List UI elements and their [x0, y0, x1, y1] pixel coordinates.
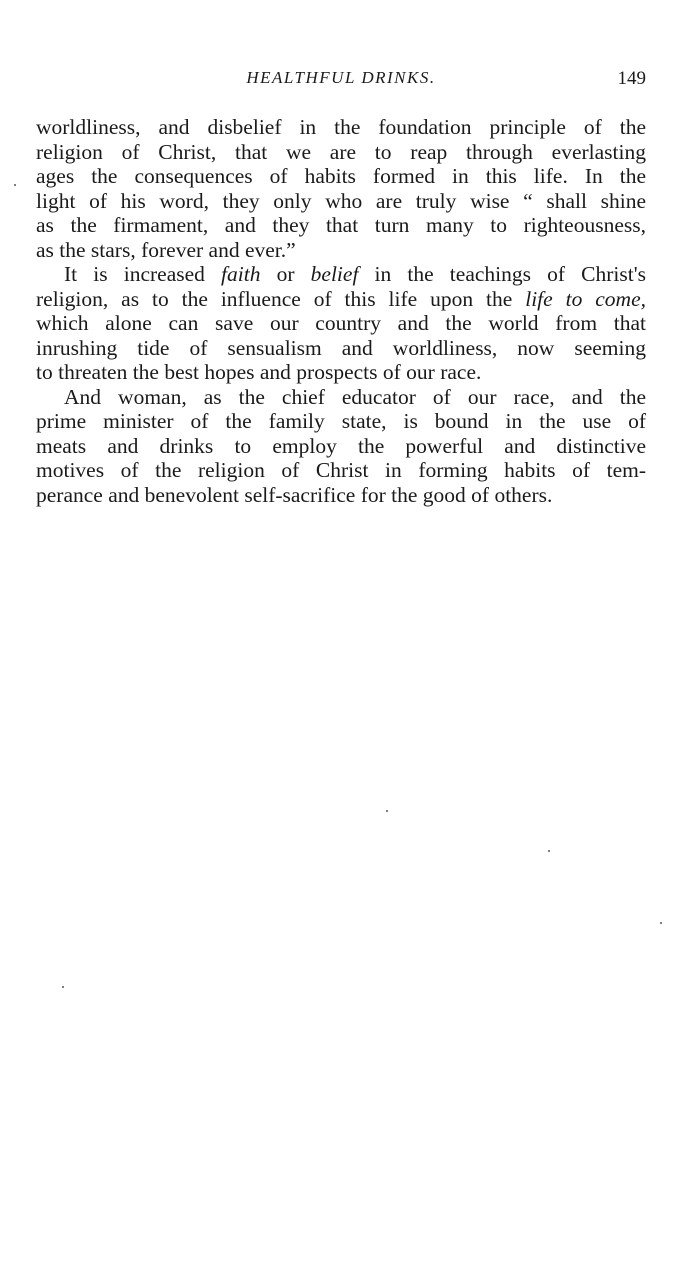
text-line: light of his word, they only who are truly wise “ shall shine [36, 188, 646, 213]
ink-speck [14, 184, 16, 186]
paragraph-2 [36, 262, 646, 385]
text-run: in the teachings of Christ's [358, 262, 646, 286]
text-line: motives of the religion of Christ in forming habits of tem- [36, 458, 646, 482]
text-line: meats and drinks to employ the powerful and distinctive [36, 433, 646, 458]
text-line: ages the consequences of habits formed in this life. In the [36, 164, 646, 188]
text-line: prime minister of the family state, is bound in the use of [36, 409, 646, 433]
text-run: or [260, 262, 311, 286]
text-line: religion of Christ, that we are to reap through everlasting [36, 139, 646, 164]
text-line [36, 287, 646, 312]
text-line [36, 262, 646, 287]
text-line: worldliness, and disbelief in the foundation principle of the [36, 115, 646, 139]
text-line: And woman, as the chief educator of our race, and the [64, 384, 646, 409]
emphasis-life-to-come: life to come, [525, 286, 646, 311]
ink-speck [660, 922, 662, 924]
text-line: to threaten the best hopes and prospects of our race. [36, 360, 482, 384]
running-title: HEALTHFUL DRINKS. [246, 68, 436, 87]
text-line: as the stars, forever and ever.” [36, 237, 296, 262]
text-run: It is increased [64, 262, 222, 286]
text-line: as the firmament, and they that turn many to righteousness, [36, 213, 646, 237]
text-line: inrushing tide of sensualism and worldliness, now seeming [36, 335, 646, 360]
text-run: religion, as to the influence of this life upon the [36, 286, 526, 311]
page-number: 149 [617, 68, 646, 89]
running-head [36, 68, 646, 96]
ink-speck [62, 986, 64, 988]
emphasis-faith: faith [221, 262, 261, 286]
ink-speck [386, 810, 388, 812]
paragraph-3 [36, 385, 646, 508]
ink-speck [548, 850, 550, 852]
text-line: perance and benevolent self-sacrifice for the good of others. [36, 482, 553, 507]
emphasis-belief: belief [310, 262, 359, 286]
text-line: which alone can save our country and the world from that [36, 311, 646, 335]
paragraph-1 [36, 115, 646, 262]
body-text [36, 115, 646, 507]
